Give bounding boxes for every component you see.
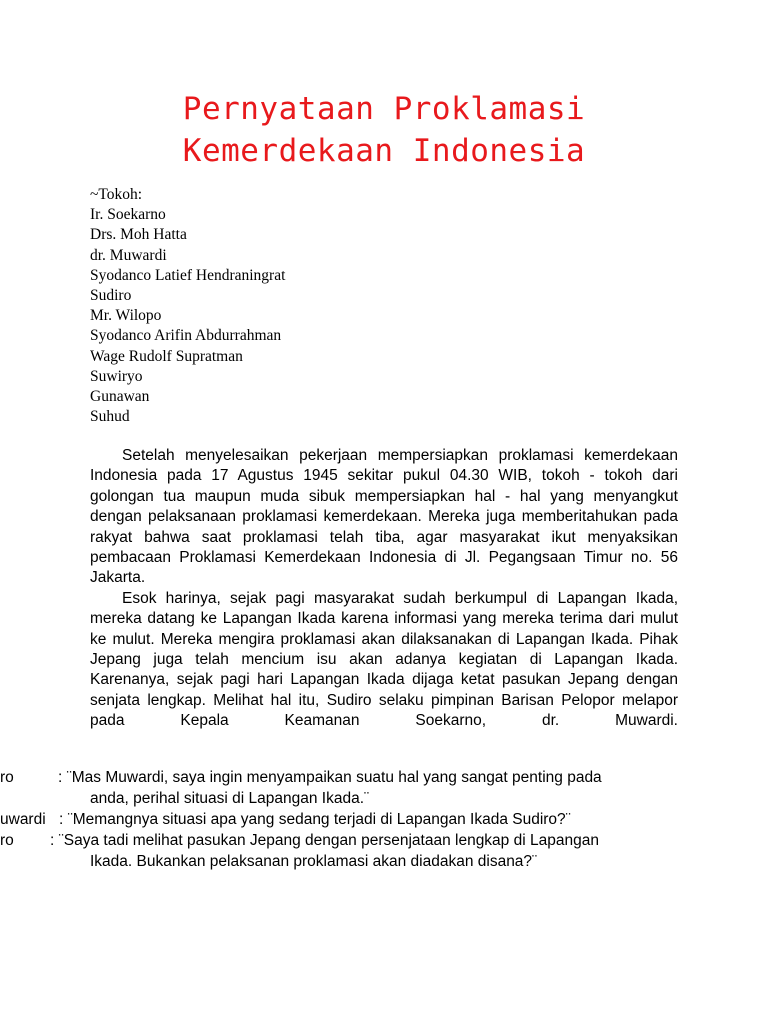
paragraph-2: Esok harinya, sejak pagi masyarakat sudah berkumpul di Lapangan Ikada, mereka datang ke Lapangan Ikada karena informasi yang mereka terima dari mulut ke mulut. Mereka mengira proklamasi akan dilaksanakan di Lapangan Ikada. Pihak Jepang juga telah mencium isu akan adanya kegiatan di Lapangan Ikada. Karenanya, sejak pagi hari Lapangan Ikada dijaga ketat pasukan Jepang dengan senjata lengkap. Melihat hal itu, Sudiro selaku pimpinan Barisan Pelopor melapor pada Kepala Keamanan Soekarno, dr. Muwardi.	[90, 589, 678, 730]
dialog-line: : ¨Saya tadi melihat pasukan Jepang dengan persenjataan lengkap di Lapangan	[50, 832, 599, 849]
dialog-entry-3	[0, 830, 768, 851]
tokoh-name: Suhud	[90, 408, 130, 426]
tokoh-name: Sudiro	[90, 287, 132, 305]
dialog-entry-1	[0, 767, 768, 788]
tokoh-list	[90, 185, 285, 427]
tokoh-name: Drs. Moh Hatta	[90, 226, 187, 244]
tokoh-name: Syodanco Arifin Abdurrahman	[90, 327, 282, 345]
dialog-speaker: ro	[0, 832, 14, 849]
dialog-line: : ¨Mas Muwardi, saya ingin menyampaikan suatu hal yang sangat penting pada	[58, 769, 602, 786]
tokoh-name: Mr. Wilopo	[90, 307, 162, 325]
tokoh-name: Gunawan	[90, 388, 150, 406]
paragraph-1: Setelah menyelesaikan pekerjaan mempersiapkan proklamasi kemerdekaan Indonesia pada 17 Agustus 1945 sekitar pukul 04.30 WIB, tokoh - tokoh dari golongan tua maupun muda sibuk mempersiapkan hal - hal yang menyangkut dengan pelaksanaan proklamasi kemerdekaan. Mereka juga memberitahukan pada rakyat bahwa saat proklamasi telah tiba, agar masyarakat ikut menyaksikan pembacaan Proklamasi Kemerdekaan Indonesia di Jl. Pegangsaan Timur no. 56 Jakarta.	[90, 447, 678, 587]
dialog-line: : ¨Memangnya situasi apa yang sedang terjadi di Lapangan Ikada Sudiro?¨	[59, 811, 571, 828]
dialog-continuation: anda, perihal situasi di Lapangan Ikada.¨	[90, 790, 370, 807]
tokoh-name: Wage Rudolf Supratman	[90, 347, 243, 365]
document-title-line-2: Kemerdekaan Indonesia	[182, 133, 586, 169]
dialog-speaker: ro	[0, 769, 14, 786]
tokoh-name: Syodanco Latief Hendraningrat	[90, 266, 286, 284]
document-title-line-1: Pernyataan Proklamasi	[182, 91, 586, 127]
body-text	[90, 446, 678, 732]
tokoh-name: dr. Muwardi	[90, 246, 167, 264]
dialog-continuation: Ikada. Bukankan pelaksanan proklamasi akan diadakan disana?¨	[90, 853, 538, 870]
dialog-entry-1-cont	[0, 788, 768, 809]
tokoh-heading: ~Tokoh:	[90, 186, 143, 203]
tokoh-name: Ir. Soekarno	[90, 206, 166, 224]
dialog-block	[0, 767, 768, 872]
dialog-speaker: uwardi	[0, 811, 46, 828]
tokoh-name: Suwiryo	[90, 367, 143, 385]
dialog-entry-2	[0, 809, 768, 830]
dialog-entry-3-cont	[0, 851, 768, 872]
